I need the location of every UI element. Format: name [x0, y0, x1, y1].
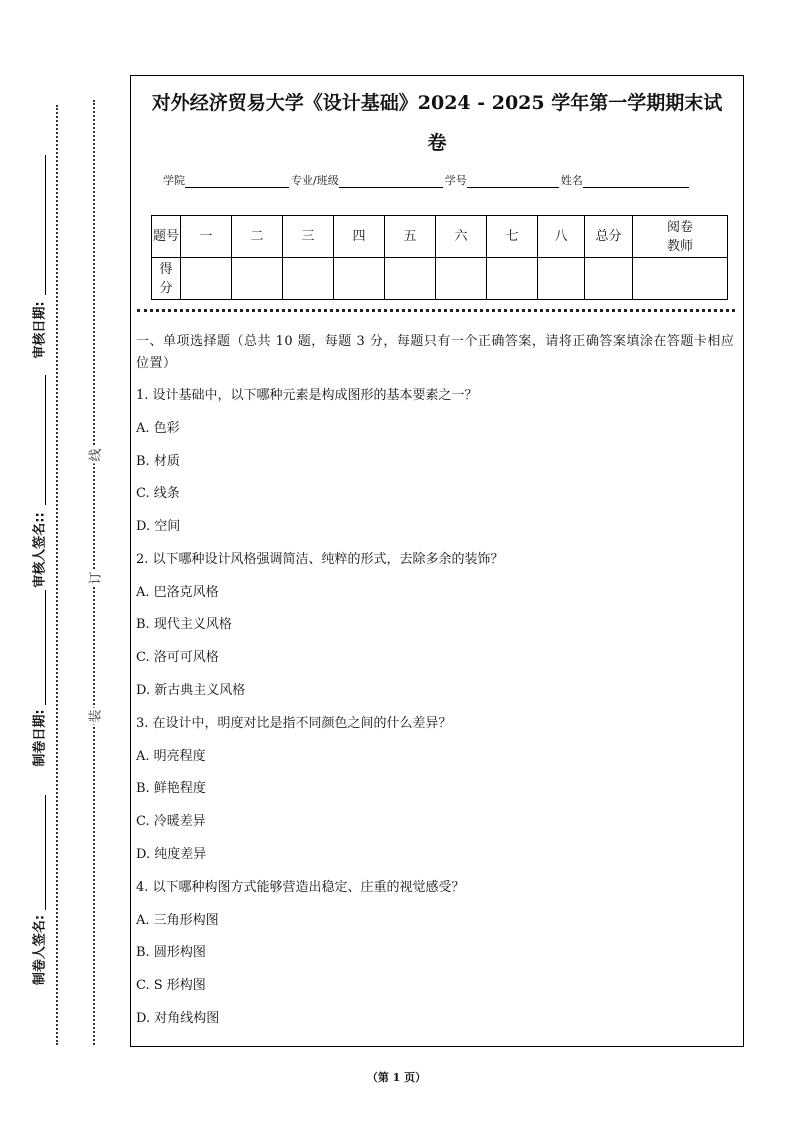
option-item[interactable]: D. 空间: [136, 519, 181, 534]
question-stem: 1. 设计基础中，以下哪种元素是构成图形的基本要素之一？: [136, 388, 478, 403]
name-label: 姓名: [560, 174, 583, 187]
row-label-question-number: 题号: [152, 216, 181, 258]
score-cell[interactable]: [538, 258, 585, 300]
page-number: （第 1 页）: [366, 1071, 427, 1084]
section-heading: 一、单项选择题（总共 10 题，每题 3 分，每题只有一个正确答案，请将正确答案填涂在答题卡相应位置）: [136, 334, 735, 371]
header-separator: [137, 309, 735, 312]
maker-signature-line: [45, 795, 46, 910]
col-header: 一: [181, 216, 232, 258]
col-header: 七: [487, 216, 538, 258]
outer-dotted-line: [56, 105, 58, 1045]
option-item[interactable]: B. 圆形构图: [136, 945, 206, 960]
col-header: 三: [283, 216, 334, 258]
college-label: 学院: [163, 174, 185, 187]
option-item[interactable]: A. 三角形构图: [136, 913, 219, 928]
score-cell[interactable]: [181, 258, 232, 300]
score-cell[interactable]: [334, 258, 385, 300]
col-header-grader: 阅卷教师: [633, 216, 728, 258]
option-item[interactable]: A. 明亮程度: [136, 749, 206, 764]
score-table-header-row: [152, 216, 728, 258]
option-item[interactable]: C. 线条: [136, 486, 180, 501]
option-item[interactable]: C. 冷暖差异: [136, 814, 206, 829]
score-cell[interactable]: [487, 258, 538, 300]
option-item[interactable]: B. 鲜艳程度: [136, 781, 206, 796]
exam-title-line1: 对外经济贸易大学《设计基础》2024 - 2025 学年第一学期期末试: [151, 92, 723, 114]
question-stem: 3. 在设计中，明度对比是指不同颜色之间的什么差异？: [136, 716, 452, 731]
option-item[interactable]: A. 色彩: [136, 421, 180, 436]
student-id-label: 学号: [444, 174, 467, 187]
option-item[interactable]: B. 现代主义风格: [136, 617, 232, 632]
student-info-row: [163, 172, 691, 188]
option-item[interactable]: C. 洛可可风格: [136, 650, 219, 665]
make-date-line: [45, 590, 46, 705]
name-field[interactable]: [583, 173, 689, 188]
major-class-field[interactable]: [339, 173, 443, 188]
score-cell-total[interactable]: [585, 258, 633, 300]
option-item[interactable]: D. 新古典主义风格: [136, 683, 246, 698]
major-class-label: 专业/班级: [291, 174, 339, 187]
col-header: 二: [232, 216, 283, 258]
option-item[interactable]: C. S 形构图: [136, 978, 206, 993]
col-header: 八: [538, 216, 585, 258]
option-item[interactable]: D. 纯度差异: [136, 847, 207, 862]
question-stem: 4. 以下哪种构图方式能够营造出稳定、庄重的视觉感受？: [136, 880, 465, 895]
option-item[interactable]: B. 材质: [136, 454, 180, 469]
exam-title-line2: 卷: [427, 132, 447, 154]
student-id-field[interactable]: [467, 173, 559, 188]
score-table: [151, 215, 728, 300]
col-header: 六: [436, 216, 487, 258]
college-field[interactable]: [185, 173, 289, 188]
exam-title: [130, 86, 744, 160]
score-cell[interactable]: [385, 258, 436, 300]
score-table-score-row: [152, 258, 728, 300]
score-cell[interactable]: [232, 258, 283, 300]
review-date-line: [45, 155, 46, 295]
option-item[interactable]: D. 对角线构图: [136, 1011, 220, 1026]
score-cell[interactable]: [436, 258, 487, 300]
row-label-score: 得分: [152, 258, 181, 300]
grader-cell[interactable]: [633, 258, 728, 300]
score-cell[interactable]: [283, 258, 334, 300]
col-header: 五: [385, 216, 436, 258]
col-header-total: 总分: [585, 216, 633, 258]
reviewer-signature-line: [45, 375, 46, 505]
question-stem: 2. 以下哪种设计风格强调简洁、纯粹的形式，去除多余的装饰？: [136, 552, 504, 567]
option-item[interactable]: A. 巴洛克风格: [136, 585, 219, 600]
col-header: 四: [334, 216, 385, 258]
